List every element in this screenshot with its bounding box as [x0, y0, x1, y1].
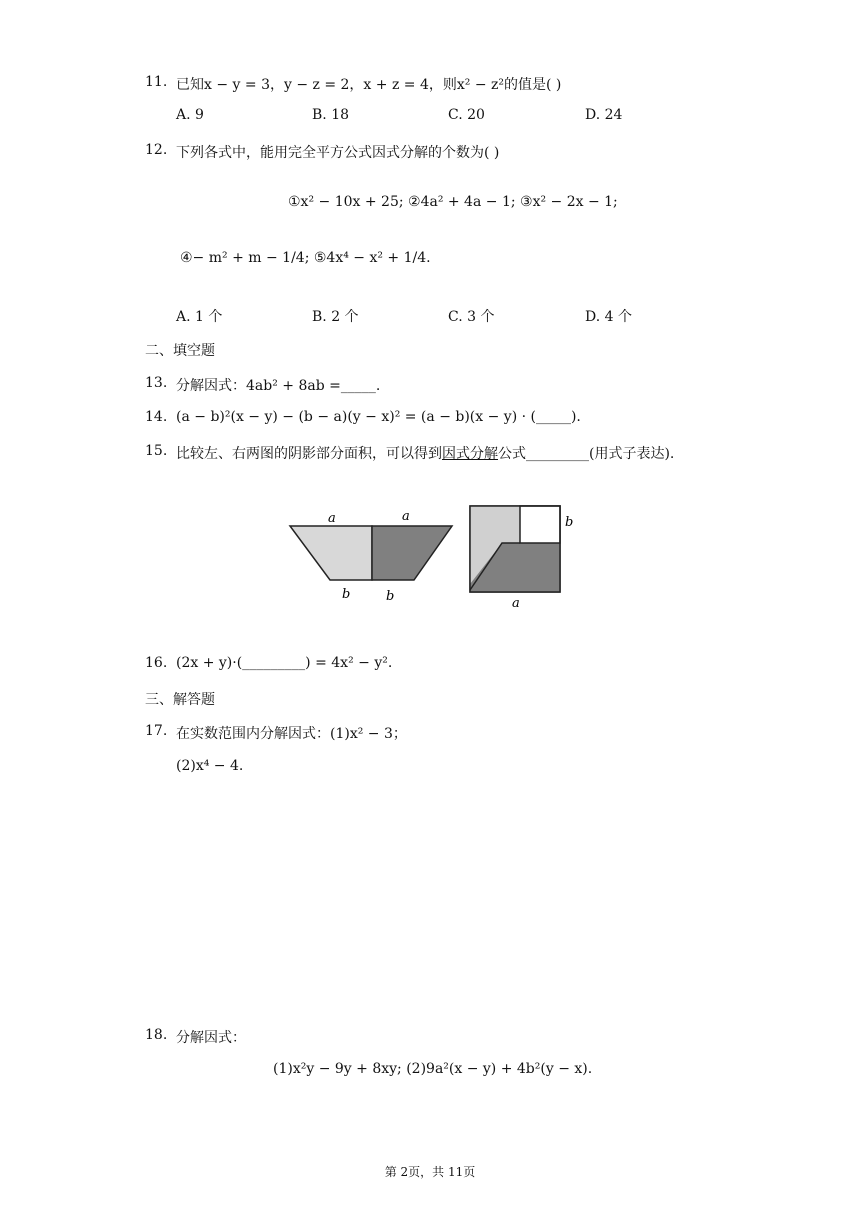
q11-option-a: A. 9: [176, 107, 204, 123]
question-13-text: 分解因式：4ab² + 8ab =_____.: [176, 378, 381, 394]
question-15-text-after: 公式_________(用式子表达).: [498, 446, 675, 462]
q12-option-b: B. 2 个: [312, 309, 359, 325]
question-11-text: 已知x − y = 3，y − z = 2，x + z = 4，则x² − z²的值是( ): [176, 77, 562, 93]
section-heading-solutions: 三、解答题: [145, 692, 215, 708]
label-right-bottom-a: a: [512, 596, 520, 611]
q11-option-d: D. 24: [585, 107, 623, 123]
question-12-expressions-line-2: ④− m² + m − 1/4; ⑤4x⁴ − x² + 1/4.: [180, 250, 431, 266]
question-15-underlined-term: 因式分解: [442, 446, 498, 462]
left-trapezoid-light-half: [290, 526, 372, 580]
area-comparison-figure: [280, 500, 580, 615]
question-number-14: 14.: [145, 409, 168, 425]
label-left-bottom-b1: b: [342, 587, 351, 602]
right-square-small-white: [520, 506, 560, 543]
question-number-18: 18.: [145, 1027, 168, 1043]
question-17-line-2: (2)x⁴ − 4.: [176, 758, 244, 774]
question-15-text-before: 比较左、右两图的阴影部分面积，可以得到: [176, 446, 442, 462]
question-12-expressions-line-1: ①x² − 10x + 25; ②4a² + 4a − 1; ③x² − 2x − 1;: [288, 194, 618, 210]
question-14-text: (a − b)²(x − y) − (b − a)(y − x)² = (a − b)(x − y) · (_____).: [176, 409, 581, 425]
label-left-bottom-b2: b: [386, 589, 395, 604]
question-number-16: 16.: [145, 655, 168, 671]
question-17-line-1: 在实数范围内分解因式：(1)x² − 3；: [176, 726, 407, 742]
question-number-12: 12.: [145, 142, 168, 158]
page-footer: 第 2页，共 11页: [384, 1165, 476, 1179]
q12-option-d: D. 4 个: [585, 309, 632, 325]
q12-option-c: C. 3 个: [448, 309, 495, 325]
question-number-11: 11.: [145, 74, 168, 90]
question-number-15: 15.: [145, 443, 168, 459]
left-trapezoid-dark-half: [372, 526, 452, 580]
question-15-text: [176, 443, 674, 463]
q11-option-b: B. 18: [312, 107, 350, 123]
question-18-expression: (1)x²y − 9y + 8xy; (2)9a²(x − y) + 4b²(y − x).: [273, 1061, 593, 1077]
question-16-text: (2x + y)·(_________) = 4x² − y².: [176, 655, 393, 671]
q11-option-c: C. 20: [448, 107, 485, 123]
label-right-side-b: b: [565, 515, 574, 530]
label-left-top-a2: a: [402, 509, 410, 524]
question-12-text: 下列各式中，能用完全平方公式因式分解的个数为( ): [176, 145, 500, 161]
question-number-17: 17.: [145, 723, 168, 739]
question-number-13: 13.: [145, 375, 168, 391]
label-left-top-a1: a: [328, 511, 336, 526]
section-heading-fill-in: 二、填空题: [145, 343, 215, 359]
q12-option-a: A. 1 个: [176, 309, 223, 325]
question-18-text: 分解因式：: [176, 1030, 246, 1046]
